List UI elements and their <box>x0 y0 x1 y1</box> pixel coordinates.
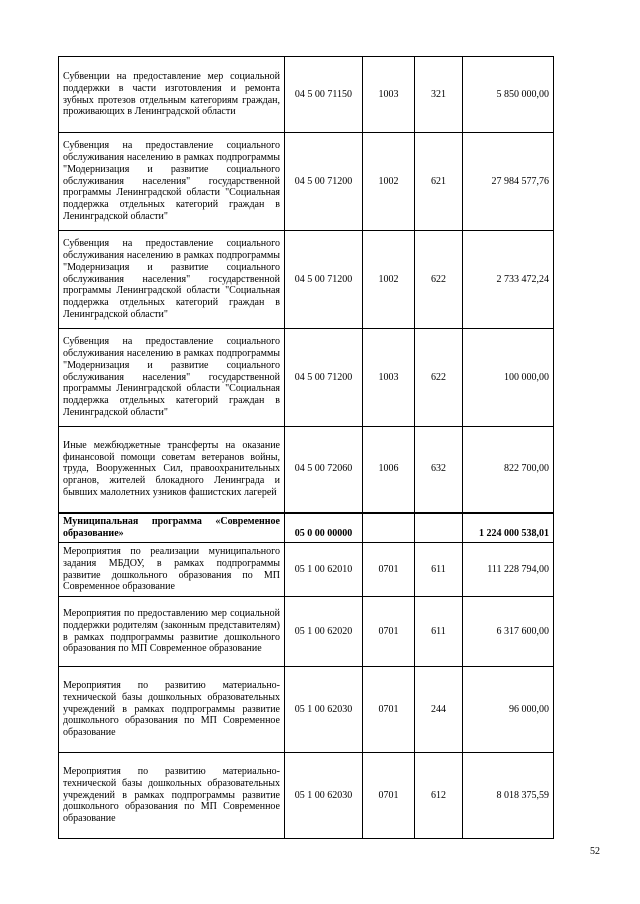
amount: 100 000,00 <box>463 329 554 427</box>
item-name: Иные межбюджетные трансферты на оказание финансовой помощи советам ветеранов войны, труда, Вооруженных Сил, правоохранительных органов, жителей блокадного Ленинграда и бывших малолетних узников фашистских лагерей <box>59 427 285 513</box>
section-code: 1006 <box>363 427 415 513</box>
target-code: 05 1 00 62030 <box>285 667 363 753</box>
program-code: 05 0 00 00000 <box>285 513 363 543</box>
expense-type: 612 <box>415 753 463 839</box>
expense-type: 321 <box>415 57 463 133</box>
target-code: 04 5 00 71150 <box>285 57 363 133</box>
amount: 5 850 000,00 <box>463 57 554 133</box>
target-code: 04 5 00 71200 <box>285 231 363 329</box>
section-code: 1002 <box>363 231 415 329</box>
expense-type: 621 <box>415 133 463 231</box>
item-name: Мероприятия по развитию материально-технической базы дошкольных образовательных учреждений в рамках подпрограммы развитие дошкольного образования по МП Современное образование <box>59 753 285 839</box>
amount: 8 018 375,59 <box>463 753 554 839</box>
amount: 96 000,00 <box>463 667 554 753</box>
item-name: Мероприятия по реализации муниципального задания МБДОУ, в рамках подпрограммы развитие дошкольного образования по МП Современное образование <box>59 543 285 597</box>
budget-table <box>58 56 554 839</box>
amount: 27 984 577,76 <box>463 133 554 231</box>
expense-type: 622 <box>415 231 463 329</box>
table-row <box>59 597 554 667</box>
section-code: 1002 <box>363 133 415 231</box>
expense-type: 244 <box>415 667 463 753</box>
amount: 6 317 600,00 <box>463 597 554 667</box>
expense-type: 632 <box>415 427 463 513</box>
target-code: 05 1 00 62020 <box>285 597 363 667</box>
page-number: 52 <box>590 846 600 857</box>
target-code: 05 1 00 62030 <box>285 753 363 839</box>
section-code: 0701 <box>363 543 415 597</box>
item-name: Субвенция на предоставление социального обслуживания населению в рамках подпрограммы "Модернизация и развитие социального обслуживания населения" государственной программы Ленинградской области "Социальная поддержка отдельных категорий граждан в Ленинградской области" <box>59 231 285 329</box>
table-row <box>59 543 554 597</box>
target-code: 04 5 00 71200 <box>285 133 363 231</box>
section-code <box>363 513 415 543</box>
expense-type: 611 <box>415 597 463 667</box>
amount: 2 733 472,24 <box>463 231 554 329</box>
table-row <box>59 231 554 329</box>
budget-table-body <box>59 57 554 839</box>
item-name: Мероприятия по предоставлению мер социальной поддержки родителям (законным представителям) в рамках подпрограммы развитие дошкольного образования по МП Современное образование <box>59 597 285 667</box>
target-code: 04 5 00 72060 <box>285 427 363 513</box>
amount: 111 228 794,00 <box>463 543 554 597</box>
table-row <box>59 753 554 839</box>
target-code: 05 1 00 62010 <box>285 543 363 597</box>
expense-type: 622 <box>415 329 463 427</box>
item-name: Субвенция на предоставление социального обслуживания населению в рамках подпрограммы "Модернизация и развитие социального обслуживания населения" государственной программы Ленинградской области "Социальная поддержка отдельных категорий граждан в Ленинградской области" <box>59 133 285 231</box>
section-code: 0701 <box>363 597 415 667</box>
section-code: 0701 <box>363 667 415 753</box>
item-name: Субвенция на предоставление социального обслуживания населению в рамках подпрограммы "Модернизация и развитие социального обслуживания населения" государственной программы Ленинградской области "Социальная поддержка отдельных категорий граждан в Ленинградской области" <box>59 329 285 427</box>
item-name: Субвенции на предоставление мер социальной поддержки в части изготовления и ремонта зубных протезов отдельным категориям граждан, проживающих в Ленинградской области <box>59 57 285 133</box>
table-row <box>59 133 554 231</box>
section-code: 0701 <box>363 753 415 839</box>
target-code: 04 5 00 71200 <box>285 329 363 427</box>
table-row <box>59 329 554 427</box>
program-total-row <box>59 513 554 543</box>
table-row <box>59 667 554 753</box>
section-code: 1003 <box>363 329 415 427</box>
program-amount: 1 224 000 538,01 <box>463 513 554 543</box>
section-code: 1003 <box>363 57 415 133</box>
table-row <box>59 427 554 513</box>
table-row <box>59 57 554 133</box>
item-name: Мероприятия по развитию материально-технической базы дошкольных образовательных учреждений в рамках подпрограммы развитие дошкольного образования по МП Современное образование <box>59 667 285 753</box>
program-name: Муниципальная программа «Современное образование» <box>59 513 285 543</box>
expense-type <box>415 513 463 543</box>
expense-type: 611 <box>415 543 463 597</box>
amount: 822 700,00 <box>463 427 554 513</box>
